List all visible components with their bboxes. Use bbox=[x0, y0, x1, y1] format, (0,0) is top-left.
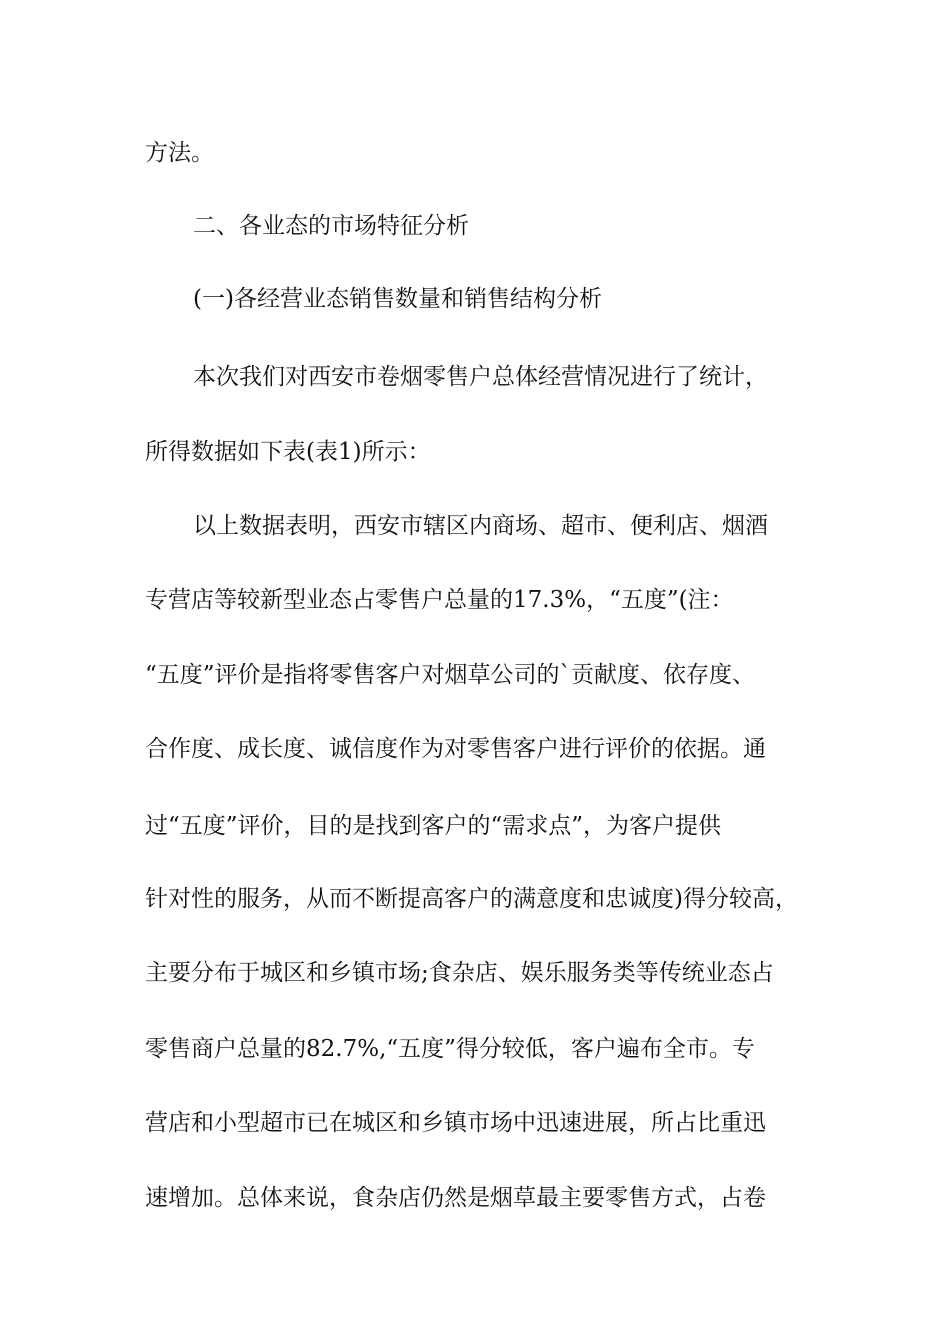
paragraph-line: 本次我们对西安市卷烟零售户总体经营情况进行了统计， bbox=[193, 364, 768, 390]
paragraph-line: 主要分布于城区和乡镇市场;食杂店、娱乐服务类等传统业态占 bbox=[145, 960, 774, 986]
paragraph-line: 营店和小型超市已在城区和乡镇市场中迅速进展，所占比重迅 bbox=[145, 1110, 766, 1136]
paragraph-line: 零售商户总量的82.7%,“五度”得分较低，客户遍布全市。专 bbox=[145, 1036, 755, 1062]
paragraph-line: “五度”评价是指将零售客户对烟草公司的`贡献度、依存度、 bbox=[145, 662, 756, 688]
paragraph-line: 专营店等较新型业态占零售户总量的17.3%，“五度”(注： bbox=[145, 587, 734, 613]
paragraph-line: 以上数据表明，西安市辖区内商场、超市、便利店、烟酒 bbox=[193, 513, 768, 539]
section-heading: 二、各业态的市场特征分析 bbox=[193, 213, 469, 239]
paragraph-line: 所得数据如下表(表1)所示： bbox=[145, 439, 431, 465]
paragraph-line: 针对性的服务，从而不断提高客户的满意度和忠诚度)得分较高， bbox=[145, 886, 798, 912]
subsection-heading: (一)各经营业态销售数量和销售结构分析 bbox=[193, 286, 602, 312]
paragraph-line: 过“五度”评价，目的是找到客户的“需求点”，为客户提供 bbox=[145, 813, 722, 839]
paragraph-line: 合作度、成长度、诚信度作为对零售客户进行评价的依据。通 bbox=[145, 736, 766, 762]
text-line: 方法。 bbox=[145, 140, 214, 166]
paragraph-line: 速增加。总体来说，食杂店仍然是烟草最主要零售方式，占卷 bbox=[145, 1185, 766, 1211]
